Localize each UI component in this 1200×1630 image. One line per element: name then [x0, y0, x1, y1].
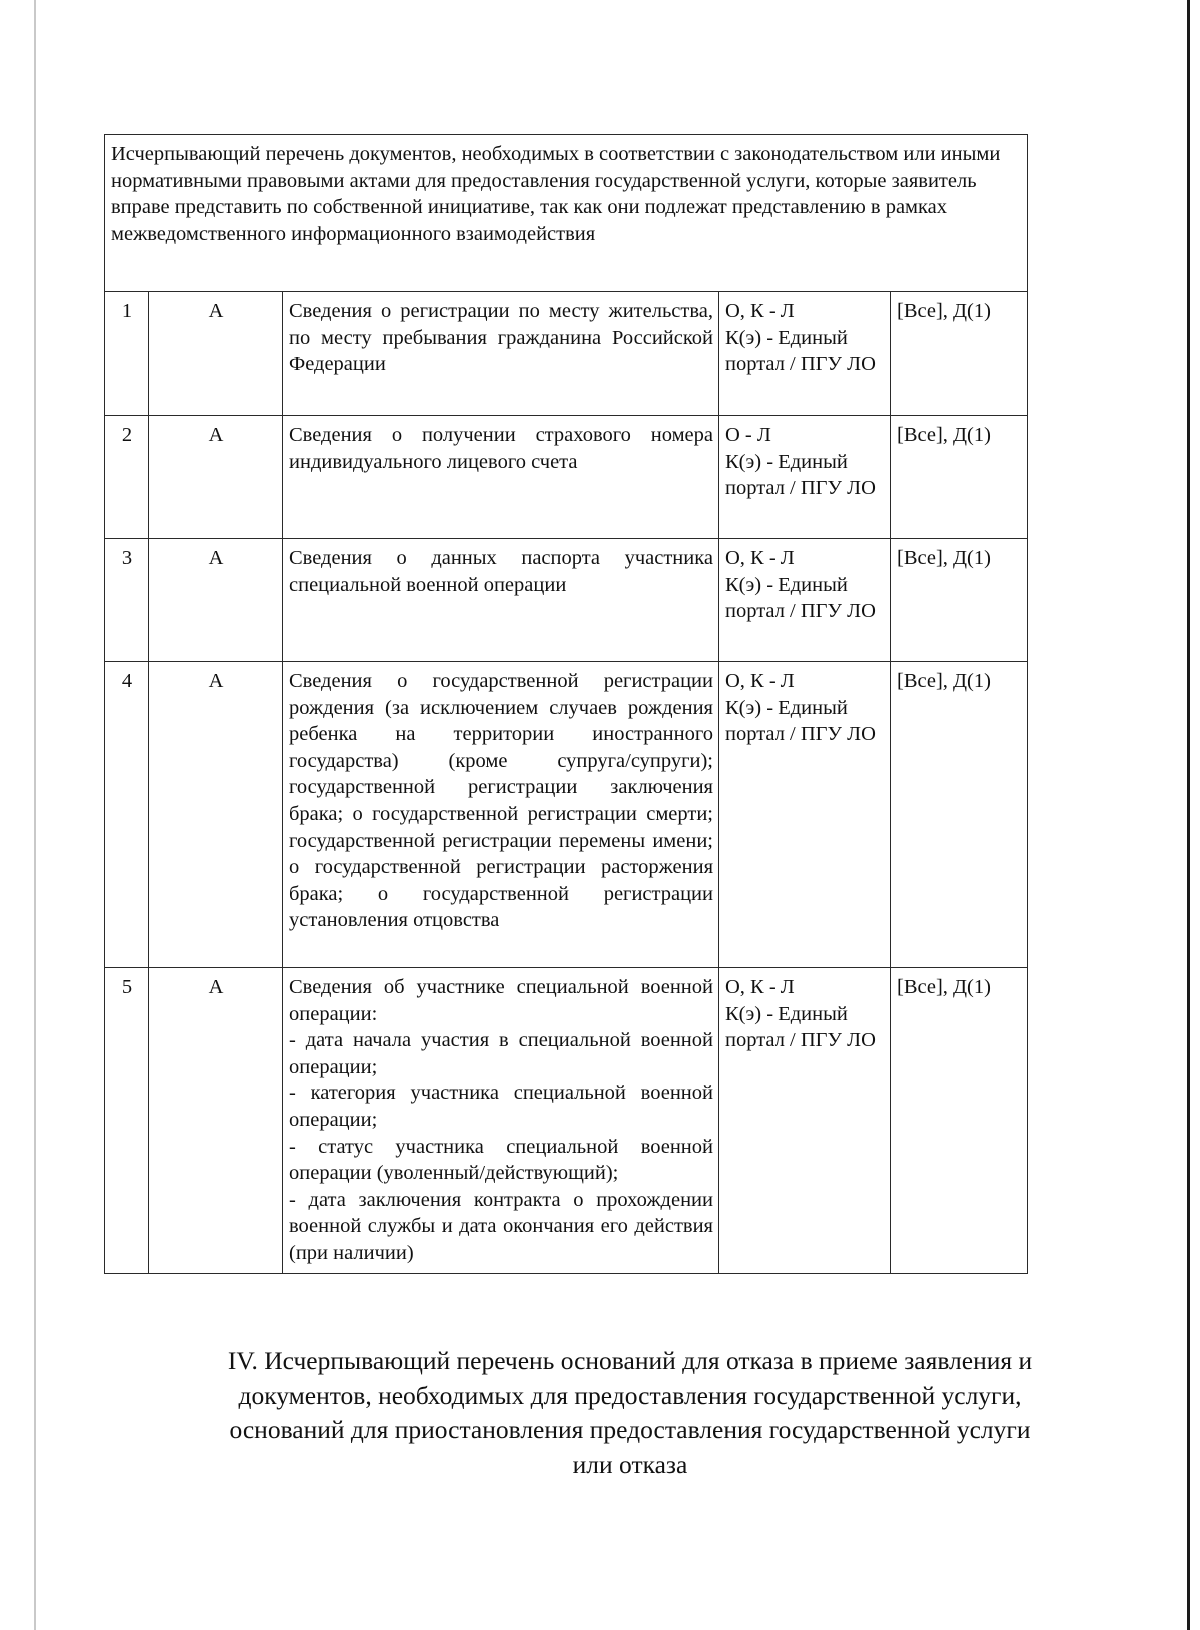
row-description: Сведения о регистрации по месту жительства, по месту пребывания гражданина Российской Федерации [283, 292, 719, 416]
row-flags: [Все], Д(1) [891, 416, 1028, 539]
table-header-text: Исчерпывающий перечень документов, необходимых в соответствии с законодательством или иными нормативными правовыми актами для предоставления государственной услуги, которые заявитель вправе представить по собственной инициативе, так как они подлежат представлению в рамках межведомственного информационного взаимодействия [105, 135, 1028, 292]
scan-left-edge [34, 0, 36, 1630]
row-flags: [Все], Д(1) [891, 539, 1028, 662]
row-category: А [149, 968, 283, 1274]
row-channels [719, 968, 891, 1274]
channel-line: К(э) - Единый портал / ПГУ ЛО [725, 573, 876, 623]
row-channels [719, 292, 891, 416]
table-row [105, 968, 1028, 1274]
row-description: Сведения о государственной регистрации рождения (за исключением случаев рождения ребенка на территории иностранного государства) (кроме супруга/супруги); государственной регистрации заключения брака; о государственной регистрации смерти; государственной регистрации перемены имени; о государственной регистрации расторжения брака; о государственной регистрации установления отцовства [283, 662, 719, 968]
row-description: Сведения о данных паспорта участника специальной военной операции [283, 539, 719, 662]
row-category: А [149, 662, 283, 968]
table-row [105, 416, 1028, 539]
row-flags: [Все], Д(1) [891, 292, 1028, 416]
row-number: 1 [105, 292, 149, 416]
row-category: А [149, 416, 283, 539]
channel-line: К(э) - Единый портал / ПГУ ЛО [725, 326, 876, 376]
description-line: Сведения об участнике специальной военной операции: [289, 976, 713, 1025]
channel-line: О - Л [725, 424, 771, 446]
table-row [105, 539, 1028, 662]
scan-right-edge [1187, 0, 1190, 1630]
description-line: - статус участника специальной военной операции (уволенный/действующий); [289, 1135, 713, 1185]
description-line: - дата заключения контракта о прохождении военной службы и дата окончания его действия (при наличии) [289, 1188, 713, 1264]
row-number: 5 [105, 968, 149, 1274]
row-channels [719, 539, 891, 662]
row-channels [719, 416, 891, 539]
row-description: Сведения о получении страхового номера индивидуального лицевого счета [283, 416, 719, 539]
row-category: А [149, 292, 283, 416]
channel-line: О, К - Л [725, 670, 795, 692]
channel-line: О, К - Л [725, 976, 795, 998]
row-number: 2 [105, 416, 149, 539]
table-header-row [105, 135, 1028, 292]
section-heading: IV. Исчерпывающий перечень оснований для отказа в приеме заявления и документов, необходимых для предоставления государственной услуги, оснований для приостановления предоставления государственной услуги или отказа [227, 1346, 1033, 1479]
channel-line: К(э) - Единый портал / ПГУ ЛО [725, 1002, 876, 1052]
documents-table [104, 134, 1028, 1274]
row-category: А [149, 539, 283, 662]
channel-line: К(э) - Единый портал / ПГУ ЛО [725, 450, 876, 500]
row-number: 4 [105, 662, 149, 968]
table-row [105, 662, 1028, 968]
table-row [105, 292, 1028, 416]
description-line: - категория участника специальной военной операции; [289, 1082, 713, 1131]
channel-line: К(э) - Единый портал / ПГУ ЛО [725, 696, 876, 746]
row-flags: [Все], Д(1) [891, 662, 1028, 968]
channel-line: О, К - Л [725, 300, 795, 322]
row-number: 3 [105, 539, 149, 662]
row-flags: [Все], Д(1) [891, 968, 1028, 1274]
description-line: - дата начала участия в специальной военной операции; [289, 1029, 713, 1078]
row-description [283, 968, 719, 1274]
row-channels [719, 662, 891, 968]
channel-line: О, К - Л [725, 547, 795, 569]
